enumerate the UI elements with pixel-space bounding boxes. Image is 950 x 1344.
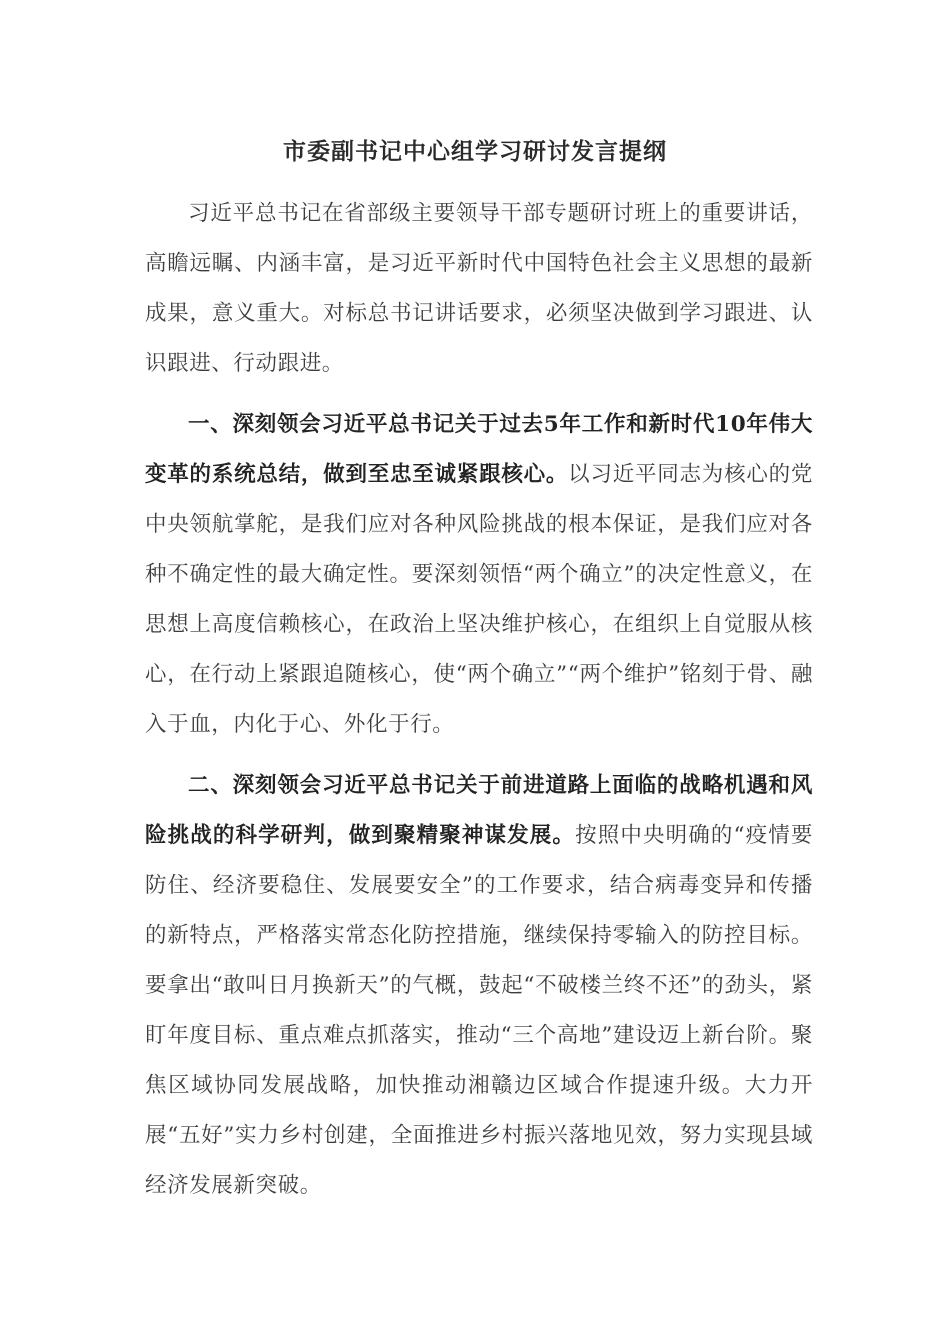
section-1-heading: 一、深刻领会习近平总书记关于过去5年工作和新时代10年伟大变革的系统总结，做到至忠至诚紧跟核心。 [145, 412, 813, 487]
section-1-paragraph [145, 400, 813, 750]
section-2-heading: 二、深刻领会习近平总书记关于前进道路上面临的战略机遇和风险挑战的科学研判，做到聚精聚神谋发展。 [145, 773, 813, 848]
section-2-body: 按照中央明确的“疫情要防住、经济要稳住、发展要安全”的工作要求，结合病毒变异和传播的新特点，严格落实常态化防控措施，继续保持零输入的防控目标。要拿出“敢叫日月换新天”的气概，鼓起“不破楼兰终不还”的劲头，紧盯年度目标、重点难点抓落实，推动“三个高地”建设迈上新台阶。聚焦区域协同发展战略，加快推动湘赣边区域合作提速升级。大力开展“五好”实力乡村创建，全面推进乡村振兴落地见效，努力实现县域经济发展新突破。 [145, 823, 813, 1198]
section-1-body: 以习近平同志为核心的党中央领航掌舵，是我们应对各种风险挑战的根本保证，是我们应对各种不确定性的最大确定性。要深刻领悟“两个确立”的决定性意义，在思想上高度信赖核心，在政治上坚决维护核心，在组织上自觉服从核心，在行动上紧跟追随核心，使“两个确立”“两个维护”铭刻于骨、融入于血，内化于心、外化于行。 [145, 462, 813, 737]
intro-paragraph: 习近平总书记在省部级主要领导干部专题研讨班上的重要讲话，高瞻远瞩、内涵丰富，是习近平新时代中国特色社会主义思想的最新成果，意义重大。对标总书记讲话要求，必须坚决做到学习跟进、认识跟进、行动跟进。 [145, 201, 813, 376]
document-title: 市委副书记中心组学习研讨发言提纲 [283, 138, 667, 165]
section-2-paragraph [145, 761, 813, 1211]
